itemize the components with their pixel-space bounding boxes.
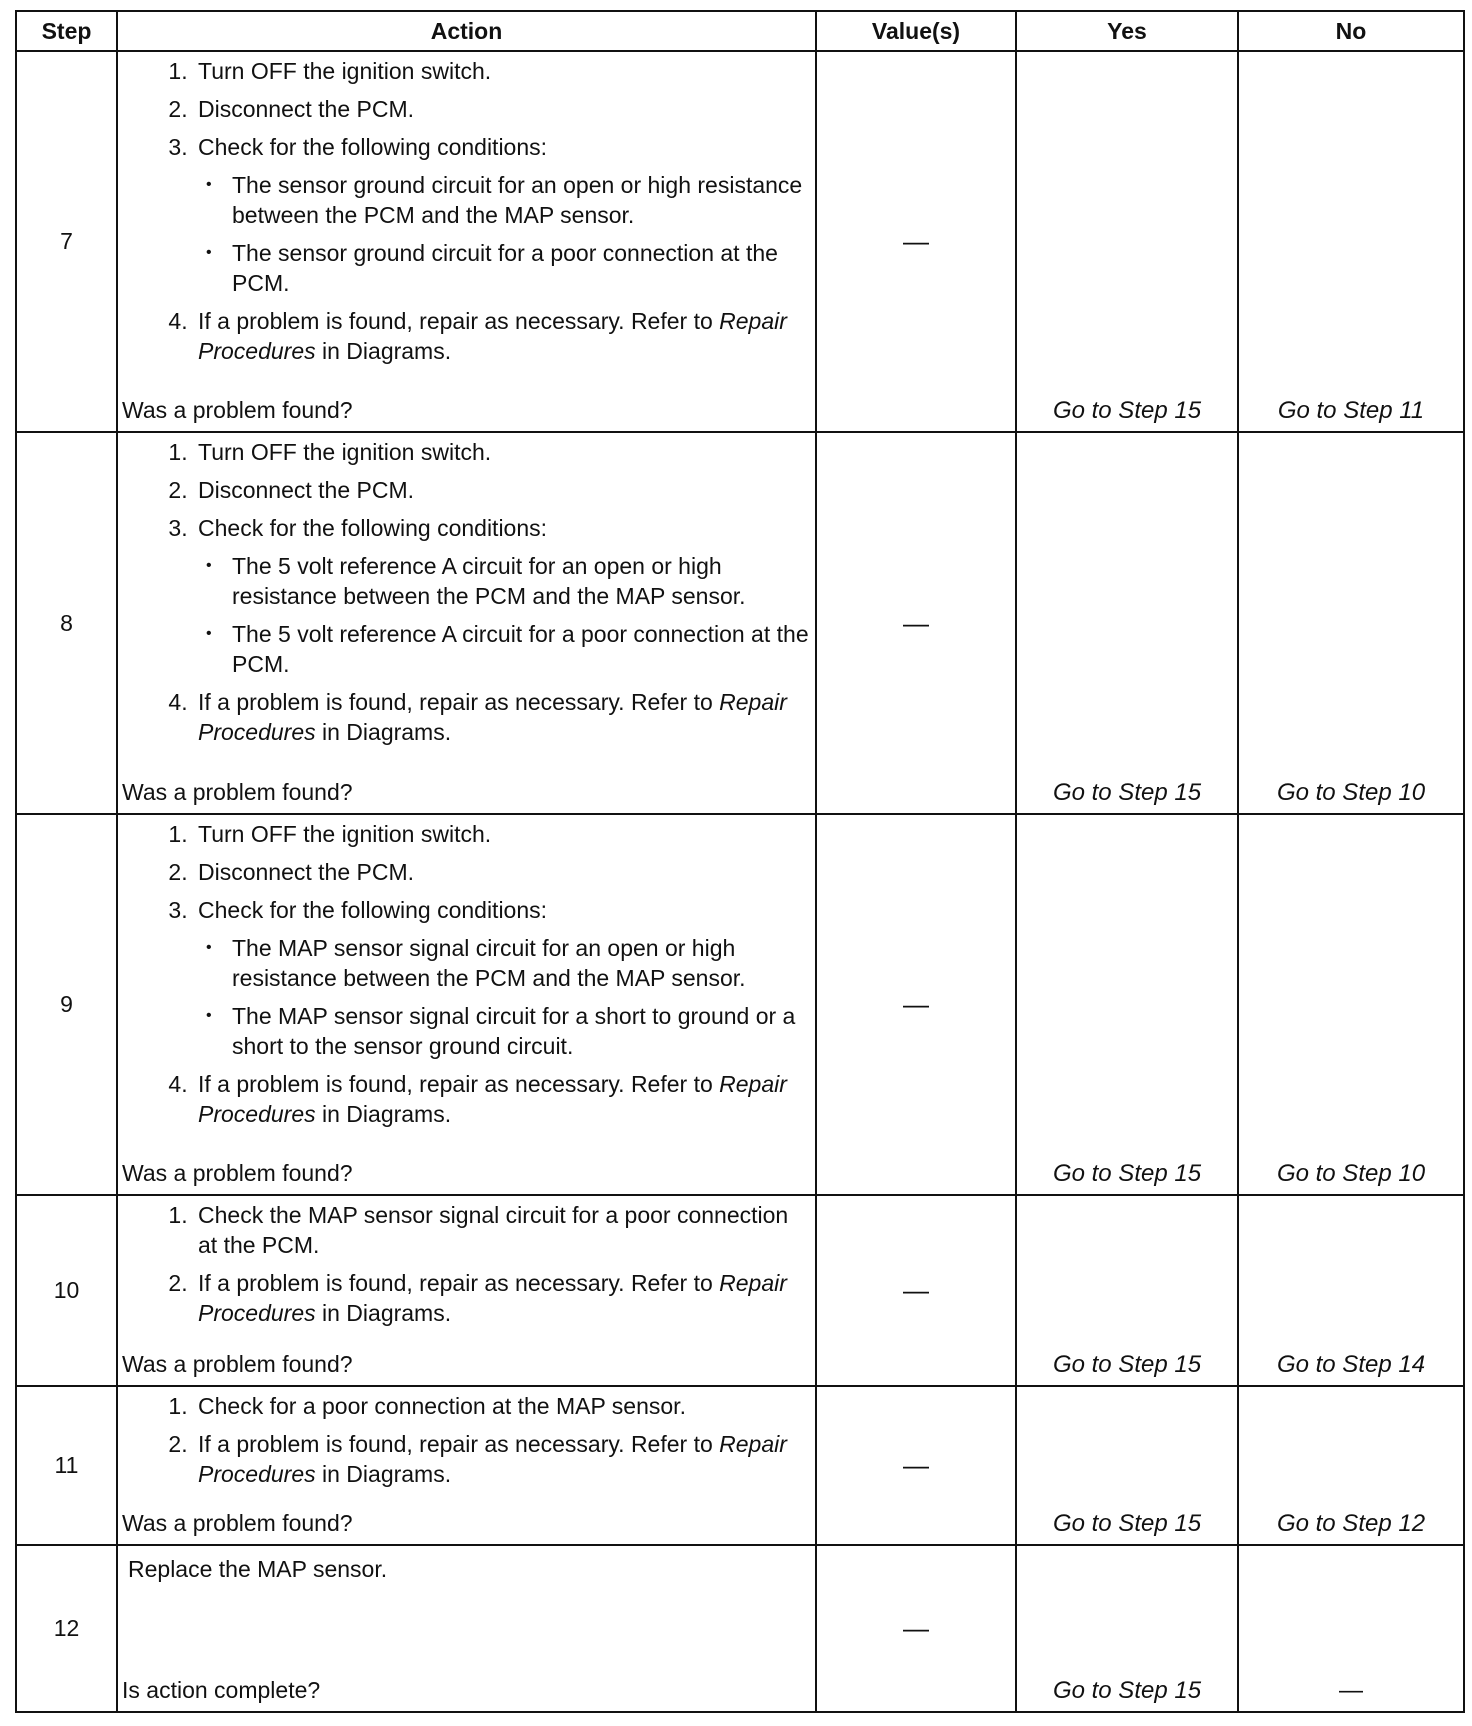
condition-item: • The sensor ground circuit for an open or high resistance between the PCM and the MAP sensor. [228, 170, 809, 230]
action-cell [117, 1195, 816, 1386]
action-steps [122, 1391, 809, 1489]
check-conditions: Check for the following conditions: [198, 515, 548, 542]
repair-procedures-ref: Repair Procedures [198, 689, 787, 746]
action-cell [117, 432, 816, 813]
question-text: Was a problem found? [122, 397, 353, 424]
step-number: 12 [16, 1545, 117, 1712]
table-row [16, 1545, 1464, 1712]
action-cell [117, 1545, 816, 1712]
repair-text: If a problem is found, repair as necessary. Refer to [198, 1070, 713, 1097]
list-item: 1. Turn OFF the ignition switch. [194, 56, 809, 86]
no-goto: Go to Step 14 [1276, 1351, 1426, 1379]
question-text: Is action complete? [122, 1677, 321, 1703]
no-cell [1238, 1195, 1464, 1386]
yes-cell [1016, 432, 1238, 813]
action-cell [117, 814, 816, 1195]
question-text: Was a problem found? [122, 1160, 353, 1187]
repair-procedures-ref: Repair Procedures [198, 1270, 787, 1327]
action-cell [117, 1386, 816, 1545]
value-cell: — [816, 1545, 1016, 1712]
repair-procedures-ref: Repair Procedures [198, 308, 787, 364]
header-no: No [1238, 11, 1464, 51]
question-text: Was a problem found? [122, 778, 353, 805]
value-cell: — [816, 51, 1016, 432]
list-item: 1. Turn OFF the ignition switch. [194, 819, 809, 849]
yes-cell [1016, 814, 1238, 1195]
action-steps [122, 56, 809, 366]
list-item [194, 687, 809, 747]
value-cell: — [816, 1386, 1016, 1545]
list-item [194, 132, 809, 298]
action-steps [122, 1200, 809, 1328]
question-text: Was a problem found? [122, 1351, 353, 1378]
value-cell: — [816, 1195, 1016, 1386]
no-cell [1238, 1545, 1464, 1712]
check-conditions: Check for the following conditions: [198, 134, 548, 160]
no-goto: Go to Step 10 [1276, 1160, 1426, 1188]
action-steps [122, 819, 809, 1129]
no-cell [1238, 814, 1464, 1195]
repair-suffix: in Diagrams. [322, 1300, 452, 1327]
yes-goto: Go to Step 15 [1052, 397, 1202, 425]
no-goto: Go to Step 11 [1277, 397, 1425, 425]
list-item: 1. Check the MAP sensor signal circuit for a poor connection at the PCM. [194, 1200, 809, 1260]
repair-suffix: in Diagrams. [322, 719, 452, 746]
repair-text: If a problem is found, repair as necessary. Refer to [198, 1431, 713, 1458]
list-item [194, 1268, 809, 1328]
question-text: Was a problem found? [122, 1510, 353, 1537]
list-item [194, 306, 809, 366]
list-item: 2. Disconnect the PCM. [194, 475, 809, 505]
yes-cell [1016, 1545, 1238, 1712]
value-cell: — [816, 814, 1016, 1195]
list-item: 1. Turn OFF the ignition switch. [194, 437, 809, 467]
table-row [16, 814, 1464, 1195]
action-text: Replace the MAP sensor. [128, 1556, 388, 1583]
repair-procedures-ref: Repair Procedures [198, 1070, 787, 1127]
step-number: 9 [16, 814, 117, 1195]
action-steps [122, 437, 809, 747]
list-item [194, 1069, 809, 1129]
yes-goto: Go to Step 15 [1052, 1510, 1202, 1538]
list-item: 2. Disconnect the PCM. [194, 94, 809, 124]
yes-goto: Go to Step 15 [1052, 1351, 1202, 1379]
repair-text: If a problem is found, repair as necessary. Refer to [198, 308, 713, 334]
repair-suffix: in Diagrams. [322, 1100, 452, 1127]
action-cell [117, 51, 816, 432]
repair-procedures-ref: Repair Procedures [198, 1431, 787, 1488]
no-cell [1238, 432, 1464, 813]
no-cell [1238, 51, 1464, 432]
list-item [194, 1429, 809, 1489]
repair-suffix: in Diagrams. [322, 338, 452, 364]
repair-text: If a problem is found, repair as necessary. Refer to [198, 689, 713, 716]
table-row [16, 1386, 1464, 1545]
table-row [16, 51, 1464, 432]
header-step: Step [16, 11, 117, 51]
header-yes: Yes [1016, 11, 1238, 51]
check-conditions: Check for the following conditions: [198, 896, 548, 923]
condition-item: • The 5 volt reference A circuit for an open or high resistance between the PCM and the MAP sensor. [228, 551, 809, 611]
no-cell [1238, 1386, 1464, 1545]
condition-item: • The MAP sensor signal circuit for a short to ground or a short to the sensor ground circuit. [228, 1001, 809, 1061]
list-item: 2. Disconnect the PCM. [194, 857, 809, 887]
yes-cell [1016, 1386, 1238, 1545]
yes-goto: Go to Step 15 [1052, 778, 1202, 806]
list-item [194, 513, 809, 679]
no-goto: Go to Step 10 [1276, 778, 1426, 806]
condition-item: • The 5 volt reference A circuit for a poor connection at the PCM. [228, 619, 809, 679]
yes-goto: Go to Step 15 [1052, 1677, 1202, 1704]
table-row [16, 1195, 1464, 1386]
yes-goto: Go to Step 15 [1052, 1160, 1202, 1188]
step-number: 10 [16, 1195, 117, 1386]
header-action: Action [117, 11, 816, 51]
table-row [16, 432, 1464, 813]
repair-suffix: in Diagrams. [322, 1461, 452, 1488]
condition-item: • The MAP sensor signal circuit for an open or high resistance between the PCM and the MAP sensor. [228, 933, 809, 993]
header-row [16, 11, 1464, 51]
yes-cell [1016, 1195, 1238, 1386]
diagnostic-table [15, 10, 1465, 1713]
yes-cell [1016, 51, 1238, 432]
step-number: 8 [16, 432, 117, 813]
no-goto: Go to Step 12 [1276, 1510, 1426, 1538]
step-number: 11 [16, 1386, 117, 1545]
value-cell: — [816, 432, 1016, 813]
list-item [194, 895, 809, 1061]
step-number: 7 [16, 51, 117, 432]
header-values: Value(s) [816, 11, 1016, 51]
no-goto: — [1339, 1677, 1363, 1704]
list-item: 1. Check for a poor connection at the MAP sensor. [194, 1391, 809, 1421]
repair-text: If a problem is found, repair as necessary. Refer to [198, 1270, 713, 1297]
condition-item: • The sensor ground circuit for a poor connection at the PCM. [228, 238, 809, 298]
